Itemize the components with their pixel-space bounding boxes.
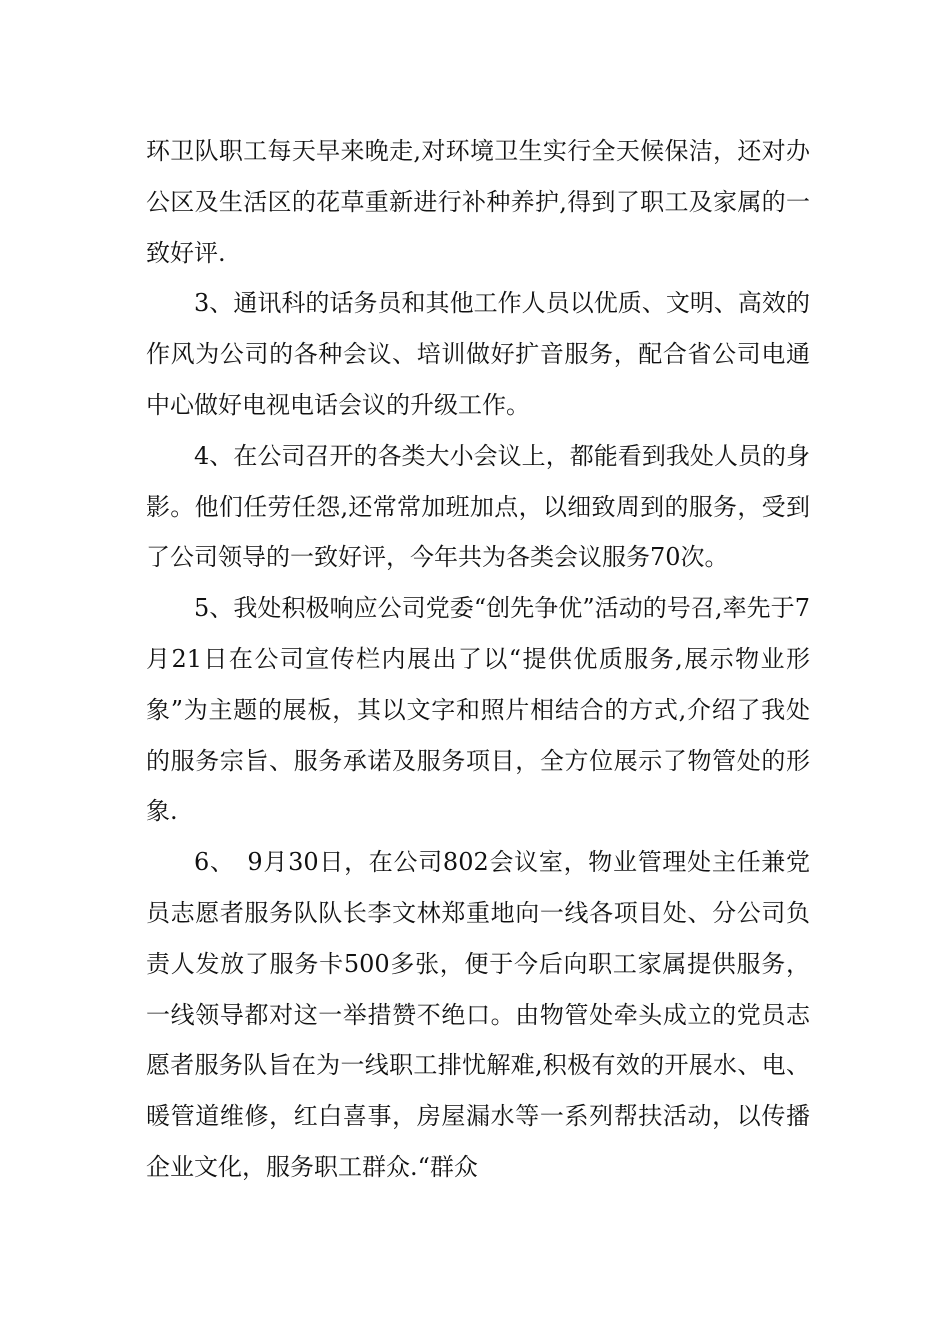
paragraph-sanitation: 环卫队职工每天早来晚走,对环境卫生实行全天候保洁，还对办公区及生活区的花草重新进行补种养护,得到了职工及家属的一致好评. (146, 137, 810, 267)
paragraph-item-3: 3、通讯科的话务员和其他工作人员以优质、文明、高效的作风为公司的各种会议、培训做好扩音服务，配合省公司电通中心做好电视电话会议的升级工作。 (146, 289, 810, 419)
paragraph-item-6: 6、 9月30日，在公司802会议室，物业管理处主任兼党员志愿者服务队队长李文林郑重地向一线各项目处、分公司负责人发放了服务卡500多张，便于今后向职工家属提供服务，一线领导都对这一举措赞不绝口。由物管处牵头成立的党员志愿者服务队旨在为一线职工排忧解难,积极有效的开展水、电、暖管道维修，红白喜事，房屋漏水等一系列帮扶活动，以传播企业文化，服务职工群众.“群众 (146, 848, 810, 1181)
paragraph-item-4: 4、在公司召开的各类大小会议上，都能看到我处人员的身影。他们任劳任怨,还常常加班加点，以细致周到的服务，受到了公司领导的一致好评，今年共为各类会议服务70次。 (146, 441, 810, 572)
document-body (146, 126, 810, 1193)
paragraph-item-5: 5、我处积极响应公司党委“创先争优”活动的号召,率先于7月21日在公司宣传栏内展出了以“提供优质服务,展示物业形象”为主题的展板，其以文字和照片相结合的方式,介绍了我处的服务宗旨、服务承诺及服务项目，全方位展示了物管处的形象. (146, 594, 810, 826)
